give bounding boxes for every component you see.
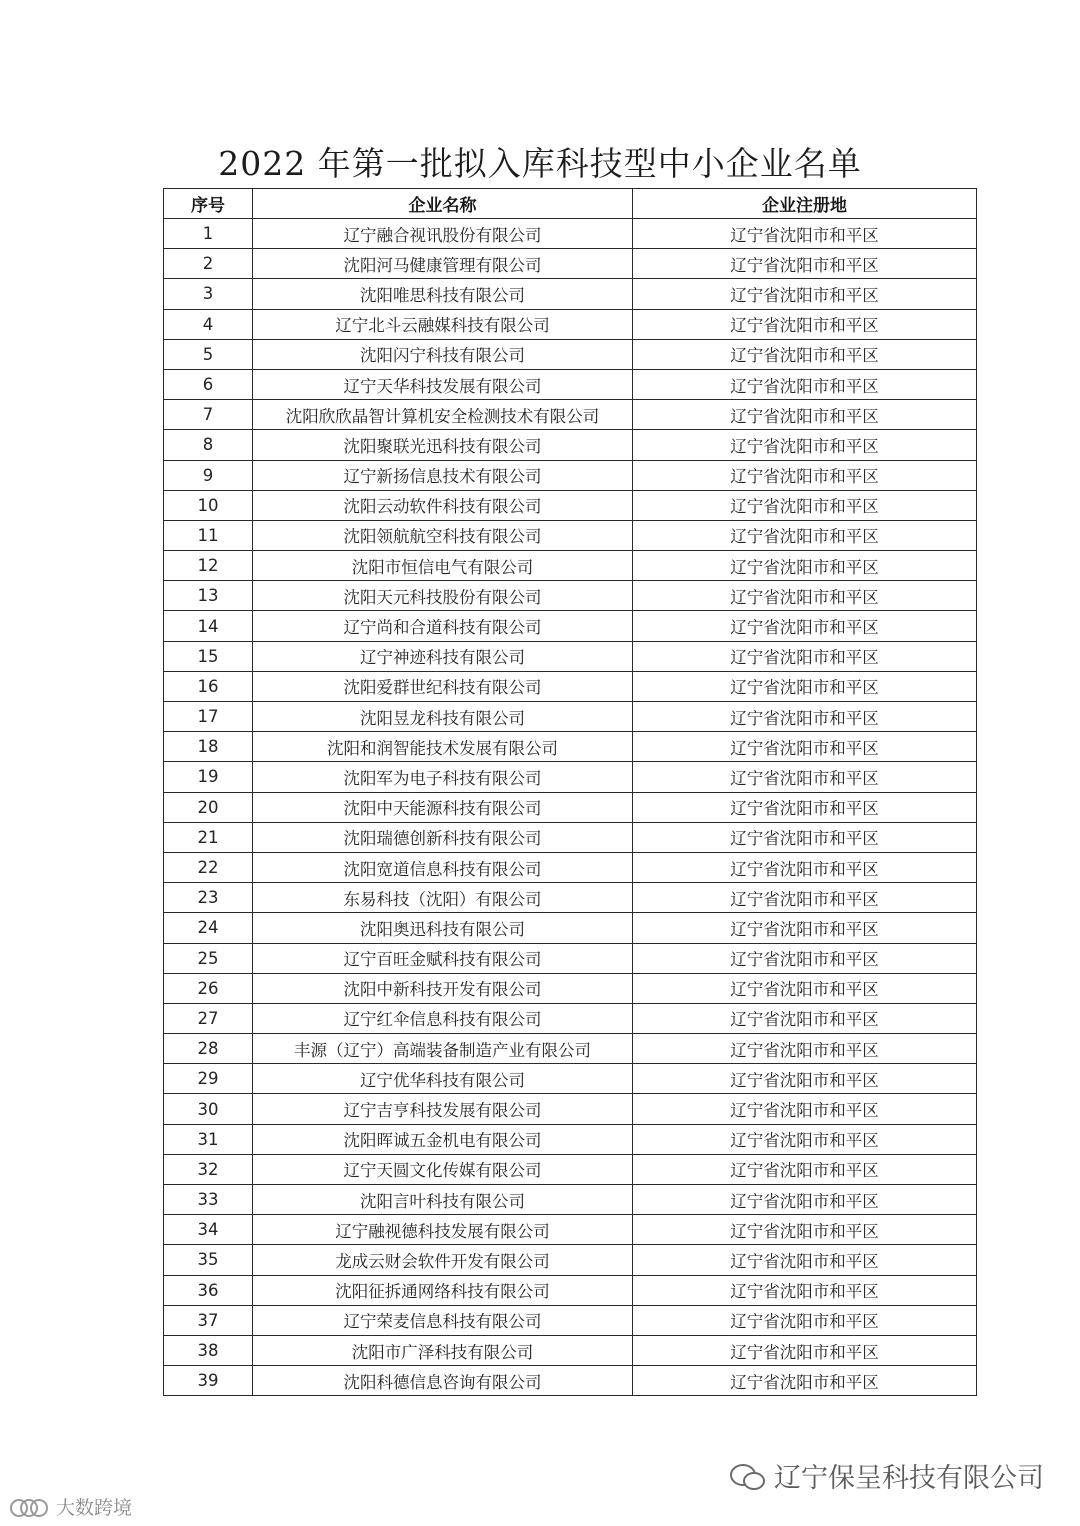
registration-location: 辽宁省沈阳市和平区 (633, 249, 977, 279)
row-index: 36 (164, 1275, 253, 1305)
company-name: 东易科技（沈阳）有限公司 (253, 883, 633, 913)
registration-location: 辽宁省沈阳市和平区 (633, 1275, 977, 1305)
row-index: 4 (164, 309, 253, 339)
row-index: 31 (164, 1124, 253, 1154)
table-row (164, 883, 977, 913)
row-index: 7 (164, 400, 253, 430)
company-name: 沈阳闪宁科技有限公司 (253, 339, 633, 369)
company-name: 辽宁融合视讯股份有限公司 (253, 219, 633, 249)
company-name: 沈阳市广泽科技有限公司 (253, 1335, 633, 1365)
registration-location: 辽宁省沈阳市和平区 (633, 943, 977, 973)
wechat-account-name: 辽宁保呈科技有限公司 (774, 1463, 1044, 1494)
platform-name: 大数跨境 (56, 1497, 133, 1519)
table-row (164, 339, 977, 369)
table-row (164, 1003, 977, 1033)
registration-location: 辽宁省沈阳市和平区 (633, 852, 977, 882)
table-row (164, 822, 977, 852)
company-name: 沈阳爱群世纪科技有限公司 (253, 671, 633, 701)
table-row (164, 1245, 977, 1275)
document-title: 2022 年第一批拟入库科技型中小企业名单 (218, 144, 862, 183)
registration-location: 辽宁省沈阳市和平区 (633, 490, 977, 520)
row-index: 14 (164, 611, 253, 641)
table-row (164, 641, 977, 671)
company-name: 辽宁荣麦信息科技有限公司 (253, 1305, 633, 1335)
row-index: 17 (164, 702, 253, 732)
table-row (164, 1366, 977, 1396)
registration-location: 辽宁省沈阳市和平区 (633, 430, 977, 460)
row-index: 22 (164, 852, 253, 882)
registration-location: 辽宁省沈阳市和平区 (633, 1003, 977, 1033)
company-name: 辽宁融视德科技发展有限公司 (253, 1215, 633, 1245)
table-row (164, 732, 977, 762)
registration-location: 辽宁省沈阳市和平区 (633, 339, 977, 369)
table-row (164, 1034, 977, 1064)
table-row (164, 702, 977, 732)
row-index: 29 (164, 1064, 253, 1094)
company-name: 沈阳奥迅科技有限公司 (253, 913, 633, 943)
table-row (164, 1094, 977, 1124)
company-name: 沈阳中新科技开发有限公司 (253, 973, 633, 1003)
registration-location: 辽宁省沈阳市和平区 (633, 219, 977, 249)
registration-location: 辽宁省沈阳市和平区 (633, 762, 977, 792)
row-index: 25 (164, 943, 253, 973)
row-index: 5 (164, 339, 253, 369)
table-row (164, 1275, 977, 1305)
company-name: 沈阳领航航空科技有限公司 (253, 520, 633, 550)
table-row (164, 219, 977, 249)
company-name: 沈阳唯思科技有限公司 (253, 279, 633, 309)
table-row (164, 973, 977, 1003)
row-index: 33 (164, 1185, 253, 1215)
company-name: 辽宁北斗云融媒科技有限公司 (253, 309, 633, 339)
table-header-row (164, 189, 977, 219)
registration-location: 辽宁省沈阳市和平区 (633, 1215, 977, 1245)
registration-location: 辽宁省沈阳市和平区 (633, 973, 977, 1003)
registration-location: 辽宁省沈阳市和平区 (633, 1064, 977, 1094)
company-name: 沈阳中天能源科技有限公司 (253, 792, 633, 822)
row-index: 27 (164, 1003, 253, 1033)
table-row (164, 1185, 977, 1215)
company-name: 沈阳欣欣晶智计算机安全检测技术有限公司 (253, 400, 633, 430)
row-index: 13 (164, 581, 253, 611)
registration-location: 辽宁省沈阳市和平区 (633, 279, 977, 309)
row-index: 10 (164, 490, 253, 520)
row-index: 18 (164, 732, 253, 762)
table-row (164, 611, 977, 641)
registration-location: 辽宁省沈阳市和平区 (633, 702, 977, 732)
registration-location: 辽宁省沈阳市和平区 (633, 1185, 977, 1215)
table-row (164, 1064, 977, 1094)
company-name: 辽宁尚和合道科技有限公司 (253, 611, 633, 641)
company-name: 辽宁优华科技有限公司 (253, 1064, 633, 1094)
row-index: 8 (164, 430, 253, 460)
row-index: 3 (164, 279, 253, 309)
row-index: 21 (164, 822, 253, 852)
company-name: 沈阳言叶科技有限公司 (253, 1185, 633, 1215)
company-name: 沈阳瑞德创新科技有限公司 (253, 822, 633, 852)
company-name: 辽宁神迹科技有限公司 (253, 641, 633, 671)
company-name: 沈阳天元科技股份有限公司 (253, 581, 633, 611)
table-row (164, 249, 977, 279)
company-name: 沈阳河马健康管理有限公司 (253, 249, 633, 279)
table-row (164, 369, 977, 399)
company-name: 辽宁新扬信息技术有限公司 (253, 460, 633, 490)
company-name: 辽宁百旺金赋科技有限公司 (253, 943, 633, 973)
row-index: 23 (164, 883, 253, 913)
company-name: 沈阳晖诚五金机电有限公司 (253, 1124, 633, 1154)
table-row (164, 762, 977, 792)
company-name: 辽宁天圆文化传媒有限公司 (253, 1154, 633, 1184)
company-name: 辽宁天华科技发展有限公司 (253, 369, 633, 399)
row-index: 34 (164, 1215, 253, 1245)
row-index: 35 (164, 1245, 253, 1275)
row-index: 38 (164, 1335, 253, 1365)
registration-location: 辽宁省沈阳市和平区 (633, 611, 977, 641)
registration-location: 辽宁省沈阳市和平区 (633, 671, 977, 701)
table-row (164, 279, 977, 309)
registration-location: 辽宁省沈阳市和平区 (633, 551, 977, 581)
row-index: 39 (164, 1366, 253, 1396)
row-index: 24 (164, 913, 253, 943)
registration-location: 辽宁省沈阳市和平区 (633, 913, 977, 943)
row-index: 2 (164, 249, 253, 279)
table-row (164, 1154, 977, 1184)
registration-location: 辽宁省沈阳市和平区 (633, 1124, 977, 1154)
company-name: 龙成云财会软件开发有限公司 (253, 1245, 633, 1275)
table-row (164, 852, 977, 882)
table-row (164, 913, 977, 943)
row-index: 28 (164, 1034, 253, 1064)
table-row (164, 1124, 977, 1154)
company-name: 辽宁红伞信息科技有限公司 (253, 1003, 633, 1033)
table-row (164, 551, 977, 581)
header-index: 序号 (164, 189, 253, 219)
table-row (164, 400, 977, 430)
company-list-table (163, 188, 977, 1396)
row-index: 1 (164, 219, 253, 249)
table-row (164, 671, 977, 701)
row-index: 30 (164, 1094, 253, 1124)
row-index: 37 (164, 1305, 253, 1335)
row-index: 16 (164, 671, 253, 701)
row-index: 9 (164, 460, 253, 490)
table-body (164, 219, 977, 1396)
header-company-name: 企业名称 (253, 189, 633, 219)
company-name: 沈阳宽道信息科技有限公司 (253, 852, 633, 882)
registration-location: 辽宁省沈阳市和平区 (633, 792, 977, 822)
registration-location: 辽宁省沈阳市和平区 (633, 1366, 977, 1396)
registration-location: 辽宁省沈阳市和平区 (633, 520, 977, 550)
company-name: 沈阳云动软件科技有限公司 (253, 490, 633, 520)
table-row (164, 520, 977, 550)
table-row (164, 309, 977, 339)
registration-location: 辽宁省沈阳市和平区 (633, 460, 977, 490)
row-index: 19 (164, 762, 253, 792)
registration-location: 辽宁省沈阳市和平区 (633, 641, 977, 671)
brand-logo-icon (10, 1496, 50, 1518)
registration-location: 辽宁省沈阳市和平区 (633, 1245, 977, 1275)
wechat-icon (730, 1462, 764, 1490)
wechat-watermark (730, 1456, 1044, 1495)
row-index: 11 (164, 520, 253, 550)
registration-location: 辽宁省沈阳市和平区 (633, 1305, 977, 1335)
row-index: 6 (164, 369, 253, 399)
registration-location: 辽宁省沈阳市和平区 (633, 581, 977, 611)
registration-location: 辽宁省沈阳市和平区 (633, 1034, 977, 1064)
registration-location: 辽宁省沈阳市和平区 (633, 883, 977, 913)
table-row (164, 792, 977, 822)
table-row (164, 1305, 977, 1335)
table-row (164, 1215, 977, 1245)
company-name: 沈阳聚联光迅科技有限公司 (253, 430, 633, 460)
registration-location: 辽宁省沈阳市和平区 (633, 369, 977, 399)
company-name: 沈阳军为电子科技有限公司 (253, 762, 633, 792)
row-index: 15 (164, 641, 253, 671)
registration-location: 辽宁省沈阳市和平区 (633, 1154, 977, 1184)
table-row (164, 943, 977, 973)
platform-watermark (10, 1493, 132, 1520)
registration-location: 辽宁省沈阳市和平区 (633, 1335, 977, 1365)
company-name: 沈阳科德信息咨询有限公司 (253, 1366, 633, 1396)
company-name: 沈阳和润智能技术发展有限公司 (253, 732, 633, 762)
registration-location: 辽宁省沈阳市和平区 (633, 822, 977, 852)
table-row (164, 490, 977, 520)
registration-location: 辽宁省沈阳市和平区 (633, 400, 977, 430)
table-row (164, 460, 977, 490)
row-index: 26 (164, 973, 253, 1003)
row-index: 32 (164, 1154, 253, 1184)
table-row (164, 1335, 977, 1365)
registration-location: 辽宁省沈阳市和平区 (633, 309, 977, 339)
header-registration-location: 企业注册地 (633, 189, 977, 219)
table-row (164, 581, 977, 611)
row-index: 12 (164, 551, 253, 581)
registration-location: 辽宁省沈阳市和平区 (633, 732, 977, 762)
company-name: 沈阳昱龙科技有限公司 (253, 702, 633, 732)
table-row (164, 430, 977, 460)
row-index: 20 (164, 792, 253, 822)
company-name: 沈阳市恒信电气有限公司 (253, 551, 633, 581)
company-name: 丰源（辽宁）高端装备制造产业有限公司 (253, 1034, 633, 1064)
company-name: 沈阳征拆通网络科技有限公司 (253, 1275, 633, 1305)
registration-location: 辽宁省沈阳市和平区 (633, 1094, 977, 1124)
company-name: 辽宁吉亨科技发展有限公司 (253, 1094, 633, 1124)
